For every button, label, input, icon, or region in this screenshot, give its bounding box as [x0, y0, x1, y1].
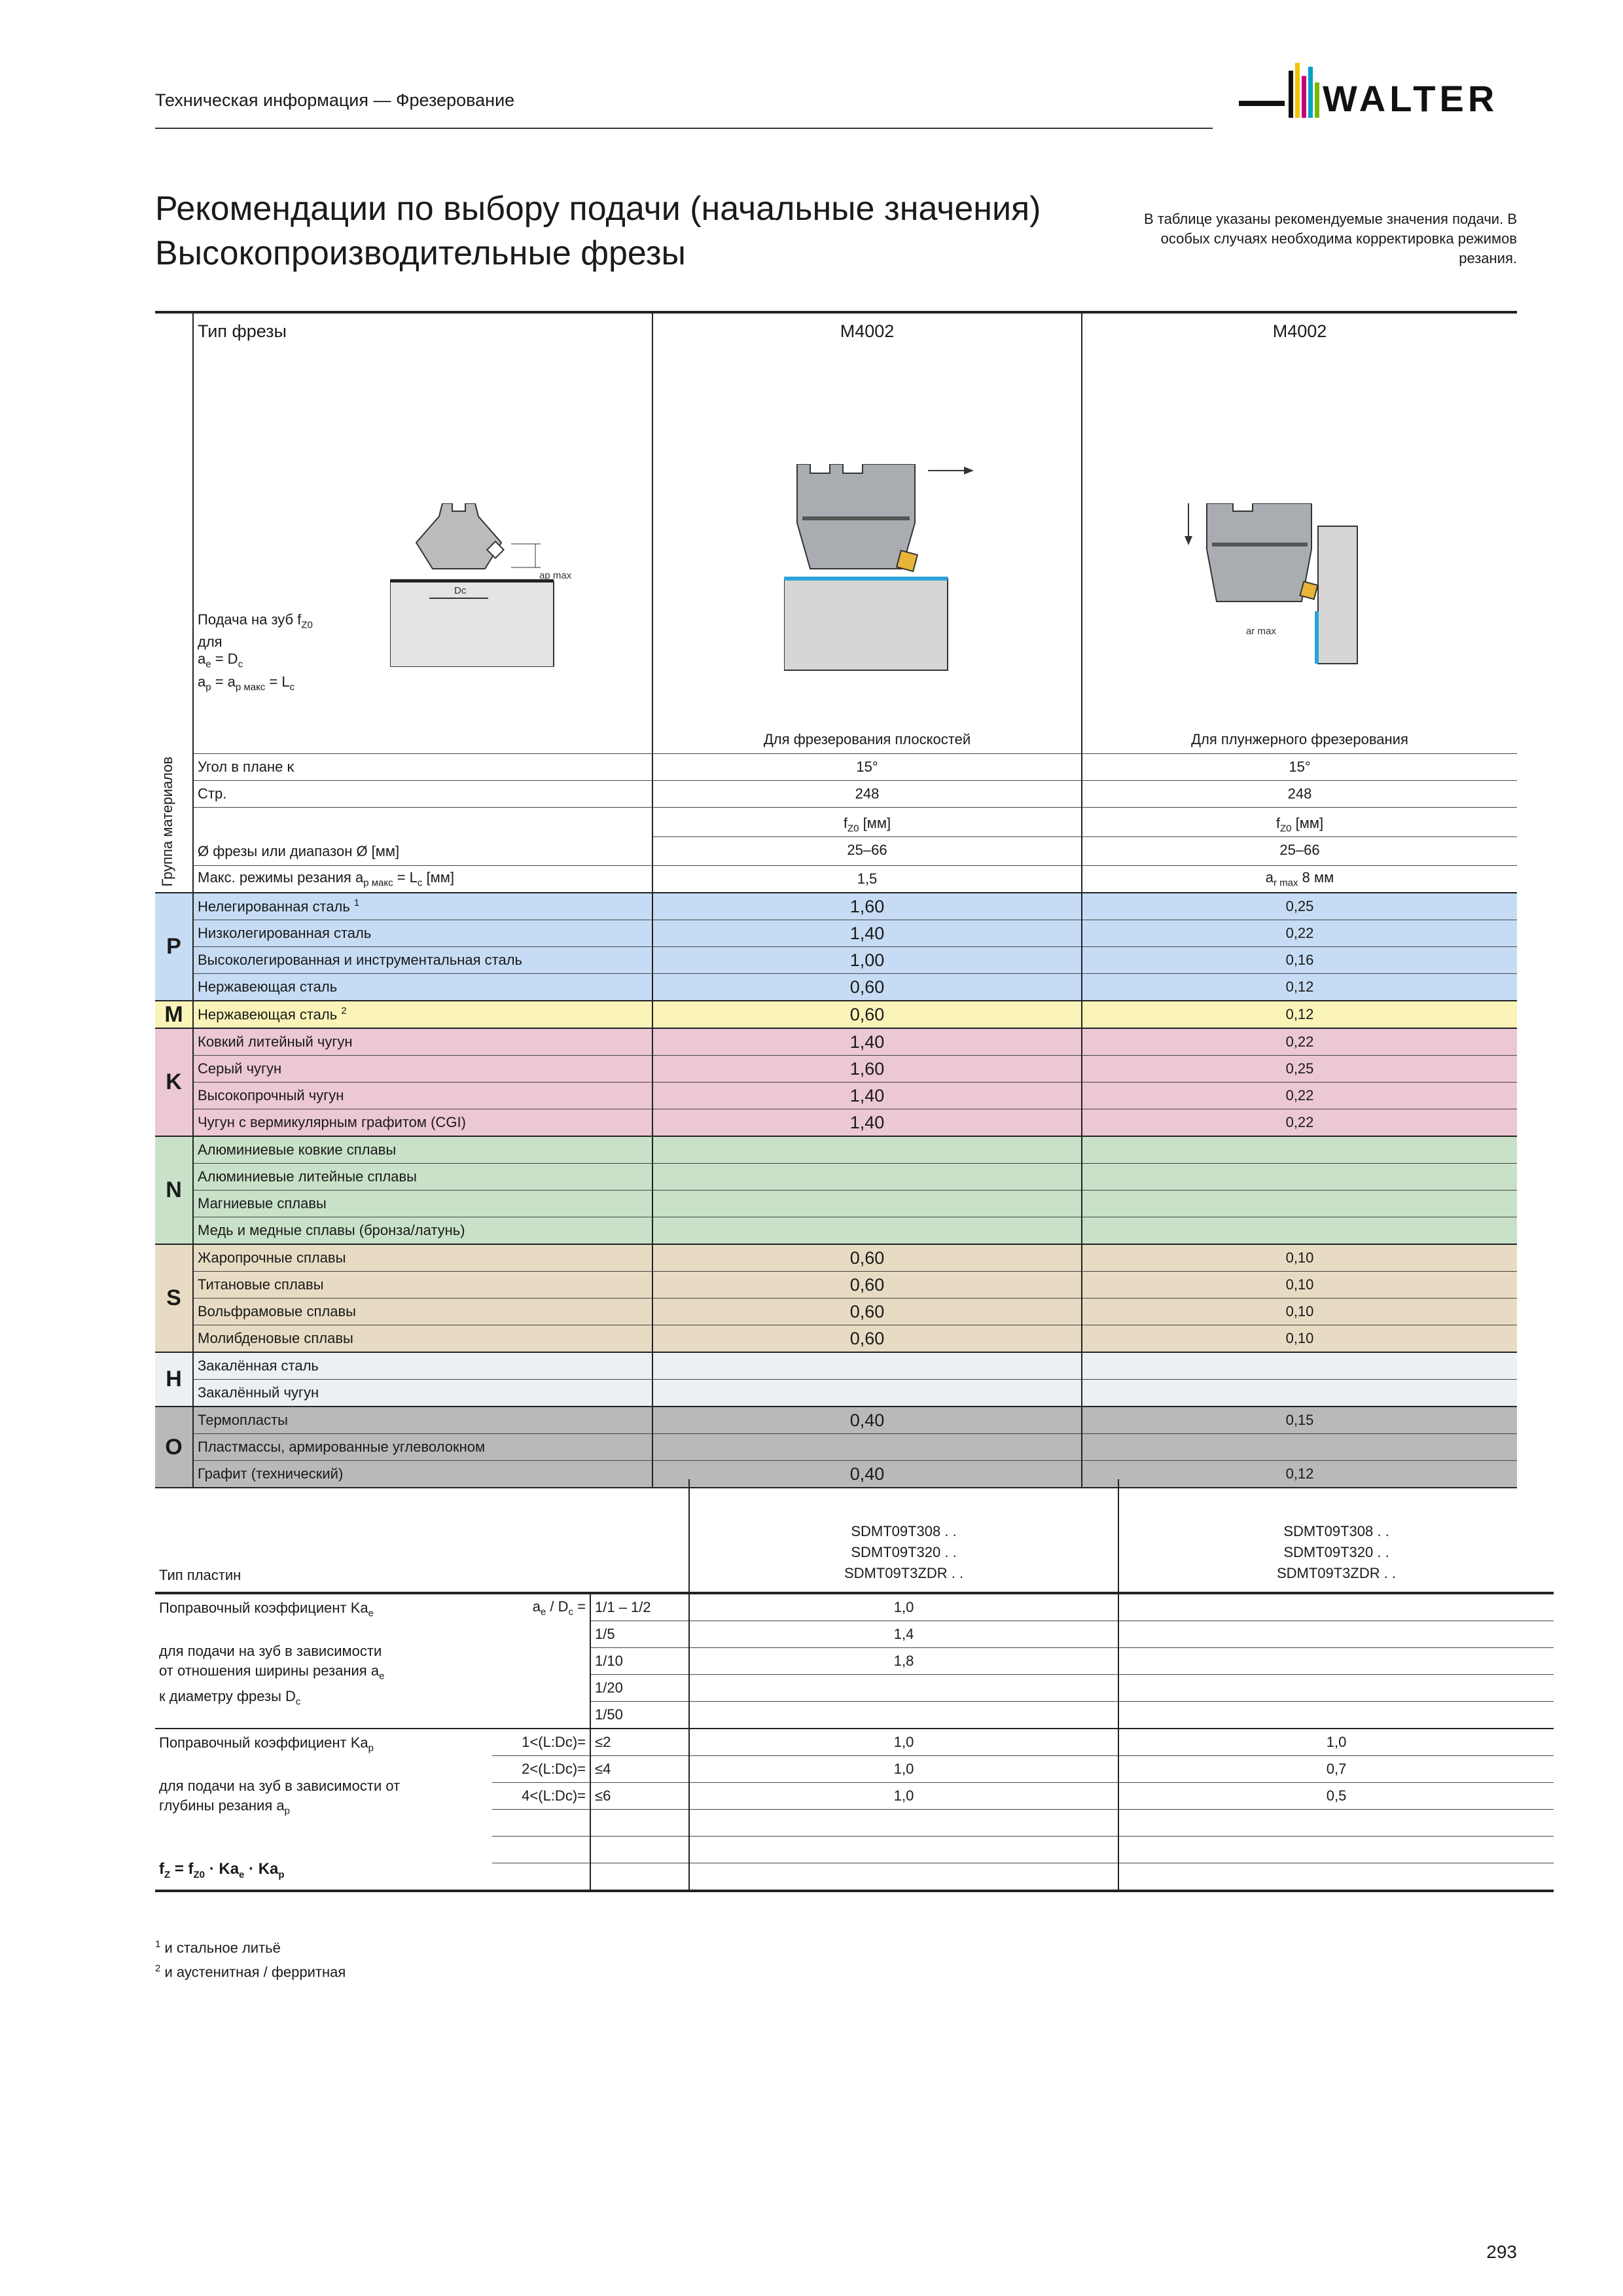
kae-value-face: [689, 1675, 1118, 1702]
material-name: Нелегированная сталь $^1$: [193, 893, 652, 920]
material-group-letter: S: [155, 1244, 193, 1352]
feed-value-face: 0,40: [652, 1407, 1082, 1434]
feed-value-face: [652, 1136, 1082, 1164]
feed-value-plunge: [1082, 1217, 1517, 1245]
feed-value-face: 0,60: [652, 974, 1082, 1001]
kap-condition: 4<(L:Dc)=: [492, 1783, 590, 1810]
feed-value-face: [652, 1434, 1082, 1461]
material-row: [155, 974, 1517, 1001]
kap-value-plunge: 0,7: [1118, 1756, 1554, 1783]
feed-value-plunge: [1082, 1380, 1517, 1407]
kap-range: [590, 1837, 689, 1863]
plunge-milling-icon: [1181, 503, 1403, 673]
kap-value-plunge: [1118, 1810, 1554, 1837]
feed-value-face: [652, 1164, 1082, 1191]
tool1-header: [652, 312, 1082, 754]
material-name: Титановые сплавы: [193, 1272, 652, 1299]
tool2-header: [1082, 312, 1517, 754]
material-group-letter: N: [155, 1136, 193, 1244]
kap-range: [590, 1810, 689, 1837]
material-name: Медь и медные сплавы (бронза/латунь): [193, 1217, 652, 1245]
feed-value-plunge: [1082, 1191, 1517, 1217]
material-group-letter: K: [155, 1028, 193, 1136]
material-name: Серый чугун: [193, 1056, 652, 1083]
tool1-name: M4002: [840, 321, 895, 341]
dia-value-2: 25–66: [1279, 842, 1320, 858]
material-name: Низколегированная сталь: [193, 920, 652, 947]
feed-value-plunge: 0,25: [1082, 893, 1517, 920]
material-row: [155, 1001, 1517, 1028]
kae-value-face: 1,0: [689, 1593, 1118, 1621]
material-row: [155, 1109, 1517, 1137]
feed-value-plunge: [1082, 1434, 1517, 1461]
material-row: [155, 1028, 1517, 1056]
material-name: Нержавеющая сталь: [193, 974, 652, 1001]
kap-condition: 1<(L:Dc)=: [492, 1729, 590, 1756]
feed-value-face: 1,60: [652, 1056, 1082, 1083]
feed-value-plunge: 0,22: [1082, 920, 1517, 947]
walter-logo: [1239, 60, 1520, 132]
feed-value-plunge: [1082, 1352, 1517, 1380]
feed-value-plunge: [1082, 1136, 1517, 1164]
kae-value-face: 1,4: [689, 1621, 1118, 1648]
feed-value-face: 0,60: [652, 1244, 1082, 1272]
material-name: Графит (технический): [193, 1461, 652, 1488]
row-page: Стр. 248 248: [155, 781, 1517, 808]
insert-label: Тип пластин: [155, 1479, 689, 1593]
feed-description: Подача на зуб $f_{Z0}$ для $a_e = D_c$ $a_p = a_{p макс} = L_c$: [198, 611, 313, 693]
feed-value-plunge: 0,22: [1082, 1083, 1517, 1109]
kae-value-plunge: [1118, 1593, 1554, 1621]
tool2-name: M4002: [1272, 321, 1327, 341]
walter-logo-text: WALTER: [1323, 78, 1499, 119]
material-name: Вольфрамовые сплавы: [193, 1299, 652, 1325]
feed-value-plunge: [1082, 1164, 1517, 1191]
material-row: [155, 1244, 1517, 1272]
material-group-letter: H: [155, 1352, 193, 1407]
feed-value-face: 1,40: [652, 1028, 1082, 1056]
kap-value-face: 1,0: [689, 1783, 1118, 1810]
material-row: [155, 1217, 1517, 1245]
kae-value-face: [689, 1702, 1118, 1729]
feed-value-face: 0,60: [652, 1325, 1082, 1353]
material-name: Пластмассы, армированные углеволокном: [193, 1434, 652, 1461]
material-name: Термопласты: [193, 1407, 652, 1434]
kap-value-face: [689, 1837, 1118, 1863]
feed-value-face: 1,40: [652, 1083, 1082, 1109]
feed-value-plunge: 0,22: [1082, 1109, 1517, 1137]
kae-value-plunge: [1118, 1675, 1554, 1702]
feed-value-face: 0,60: [652, 1272, 1082, 1299]
kap-final-empty: [590, 1863, 689, 1892]
material-name: Высоколегированная и инструментальная сталь: [193, 947, 652, 974]
material-group-cell: [155, 312, 193, 893]
kap-range: ≤2: [590, 1729, 689, 1756]
kap-value-plunge: 1,0: [1118, 1729, 1554, 1756]
material-name: Алюминиевые ковкие сплавы: [193, 1136, 652, 1164]
kae-description: Поправочный коэффициент $Ka_e$ для подачи на зуб в зависимости от отношения ширины резания $a_e$ к диаметру фрезы $D_c$: [155, 1593, 492, 1729]
diagram-ap-label: ap max: [539, 570, 572, 581]
material-row: [155, 1352, 1517, 1380]
insert-list-1: SDMT09T308 . . SDMT09T320 . . SDMT09T3ZDR . .: [689, 1479, 1118, 1593]
row-max-cut: Макс. режимы резания $a_{p макс} = L_c$ [мм] 1,5 $a_{r max}$ 8 мм: [155, 866, 1517, 893]
material-name: Молибденовые сплавы: [193, 1325, 652, 1353]
material-row: [155, 1299, 1517, 1325]
diagram-ar-label: ar max: [1246, 626, 1276, 637]
kap-value-face: [689, 1810, 1118, 1837]
material-row: [155, 1407, 1517, 1434]
feed-value-plunge: 0,10: [1082, 1244, 1517, 1272]
section-header: Техническая информация — Фрезерование: [155, 90, 515, 110]
material-row: [155, 1380, 1517, 1407]
material-group-letter: M: [155, 1001, 193, 1028]
feed-value-plunge: 0,10: [1082, 1325, 1517, 1353]
feed-value-plunge: 0,10: [1082, 1272, 1517, 1299]
page-title: [155, 187, 1041, 276]
material-row: [155, 947, 1517, 974]
material-name: Ковкий литейный чугун: [193, 1028, 652, 1056]
kap-description: Поправочный коэффициент $Ka_p$ для подачи на зуб в зависимости от глубины резания $a_p$ $f_Z = f_{Z0} \cdot Ka_e \cdot Ka_p$: [155, 1729, 492, 1891]
kap-value-plunge: 0,5: [1118, 1783, 1554, 1810]
material-group-letter: O: [155, 1407, 193, 1488]
feed-value-plunge: 0,12: [1082, 1461, 1517, 1488]
feed-value-face: [652, 1217, 1082, 1245]
kae-ratio-label: $a_e / D_c$ =: [492, 1593, 590, 1729]
footnotes: $^1$ и стальное литьё $^2$ и аустенитная / ферритная: [155, 1939, 346, 1981]
material-row: [155, 1325, 1517, 1353]
kap-formula: $f_Z = f_{Z0} \cdot Ka_e \cdot Ka_p$: [159, 1860, 285, 1880]
header-rule: [155, 128, 1213, 129]
feed-value-face: 1,60: [652, 893, 1082, 920]
feed-value-face: [652, 1191, 1082, 1217]
material-name: Алюминиевые литейные сплавы: [193, 1164, 652, 1191]
feed-value-plunge: 0,16: [1082, 947, 1517, 974]
kap-final-empty: [689, 1863, 1118, 1892]
feed-value-plunge: 0,10: [1082, 1299, 1517, 1325]
kap-condition: [492, 1810, 590, 1837]
feed-table: [155, 311, 1517, 1488]
kap-value-face: 1,0: [689, 1756, 1118, 1783]
correction-table: [155, 1479, 1554, 1892]
kap-condition: [492, 1837, 590, 1863]
title-line-1: Рекомендации по выбору подачи (начальные значения): [155, 190, 1041, 228]
material-group-letter: P: [155, 893, 193, 1001]
feed-value-plunge: 0,22: [1082, 1028, 1517, 1056]
kap-final-empty: [492, 1863, 590, 1892]
feed-value-plunge: 0,15: [1082, 1407, 1517, 1434]
feed-value-face: 1,40: [652, 1109, 1082, 1137]
feed-value-face: 0,60: [652, 1001, 1082, 1028]
material-name: Нержавеющая сталь $^2$: [193, 1001, 652, 1028]
kap-condition: 2<(L:Dc)=: [492, 1756, 590, 1783]
feed-value-plunge: 0,25: [1082, 1056, 1517, 1083]
kae-ratio: 1/50: [590, 1702, 689, 1729]
dia-value-1: 25–66: [847, 842, 887, 858]
feed-value-plunge: 0,12: [1082, 1001, 1517, 1028]
material-row: [155, 1083, 1517, 1109]
material-row: [155, 1272, 1517, 1299]
fz-unit-2: $f_{Z0}$ [мм]: [1082, 810, 1517, 837]
kae-ratio: 1/5: [590, 1621, 689, 1648]
insert-row: [155, 1479, 1554, 1593]
kae-row: [155, 1593, 1554, 1621]
kap-value-plunge: [1118, 1837, 1554, 1863]
tool-type-label: Тип фрезы: [198, 321, 287, 341]
kap-value-face: 1,0: [689, 1729, 1118, 1756]
kae-ratio: 1/20: [590, 1675, 689, 1702]
material-name: Закалённая сталь: [193, 1352, 652, 1380]
material-row: [155, 920, 1517, 947]
insert-list-2: SDMT09T308 . . SDMT09T320 . . SDMT09T3ZDR . .: [1118, 1479, 1554, 1593]
material-row: [155, 1191, 1517, 1217]
face-milling-icon: [784, 464, 980, 673]
kae-ratio: 1/10: [590, 1648, 689, 1675]
feed-value-plunge: 0,12: [1082, 974, 1517, 1001]
face-milling-caption: Для фрезерования плоскостей: [763, 731, 971, 747]
kae-value-plunge: [1118, 1702, 1554, 1729]
title-line-2: Высокопроизводительные фрезы: [155, 234, 686, 272]
feed-value-face: 0,40: [652, 1461, 1082, 1488]
kae-value-face: 1,8: [689, 1648, 1118, 1675]
row-angle: Угол в плане κ 15° 15°: [155, 754, 1517, 781]
kap-final-empty: [1118, 1863, 1554, 1892]
material-name: Жаропрочные сплавы: [193, 1244, 652, 1272]
kae-ratio: 1/1 – 1/2: [590, 1593, 689, 1621]
material-group-label: Группа материалов: [159, 757, 175, 887]
material-name: Высокопрочный чугун: [193, 1083, 652, 1109]
material-name: Закалённый чугун: [193, 1380, 652, 1407]
kae-title: Поправочный коэффициент $Ka_e$: [159, 1600, 374, 1619]
feed-value-face: 0,60: [652, 1299, 1082, 1325]
material-name: Магниевые сплавы: [193, 1191, 652, 1217]
feed-value-face: [652, 1352, 1082, 1380]
material-row: [155, 1136, 1517, 1164]
feed-value-face: [652, 1380, 1082, 1407]
material-row: [155, 1164, 1517, 1191]
feed-value-face: 1,00: [652, 947, 1082, 974]
page-number: 293: [1486, 2242, 1517, 2262]
kap-row: [155, 1729, 1554, 1756]
kae-value-plunge: [1118, 1621, 1554, 1648]
intro-note: В таблице указаны рекомендуемые значения подачи. В особых случаях необходима корректировка режимов резания.: [1143, 211, 1517, 266]
milling-diagram-icon: [390, 503, 613, 667]
row-diameter: Ø фрезы или диапазон Ø [мм] $f_{Z0}$ [мм] 25–66 $f_{Z0}$ [мм] 25–66: [155, 808, 1517, 866]
kap-range: ≤6: [590, 1783, 689, 1810]
kap-title: Поправочный коэффициент $Ka_p$: [159, 1734, 374, 1754]
material-row: [155, 893, 1517, 920]
tool-type-cell: [193, 312, 652, 754]
material-row: [155, 1056, 1517, 1083]
material-row: [155, 1434, 1517, 1461]
feed-value-face: 1,40: [652, 920, 1082, 947]
fz-unit-1: $f_{Z0}$ [мм]: [653, 810, 1081, 837]
plunge-milling-caption: Для плунжерного фрезерования: [1191, 731, 1408, 747]
kae-value-plunge: [1118, 1648, 1554, 1675]
kap-range: ≤4: [590, 1756, 689, 1783]
diagram-dc-label: Dc: [454, 585, 467, 596]
material-name: Чугун с вермикулярным графитом (CGI): [193, 1109, 652, 1137]
